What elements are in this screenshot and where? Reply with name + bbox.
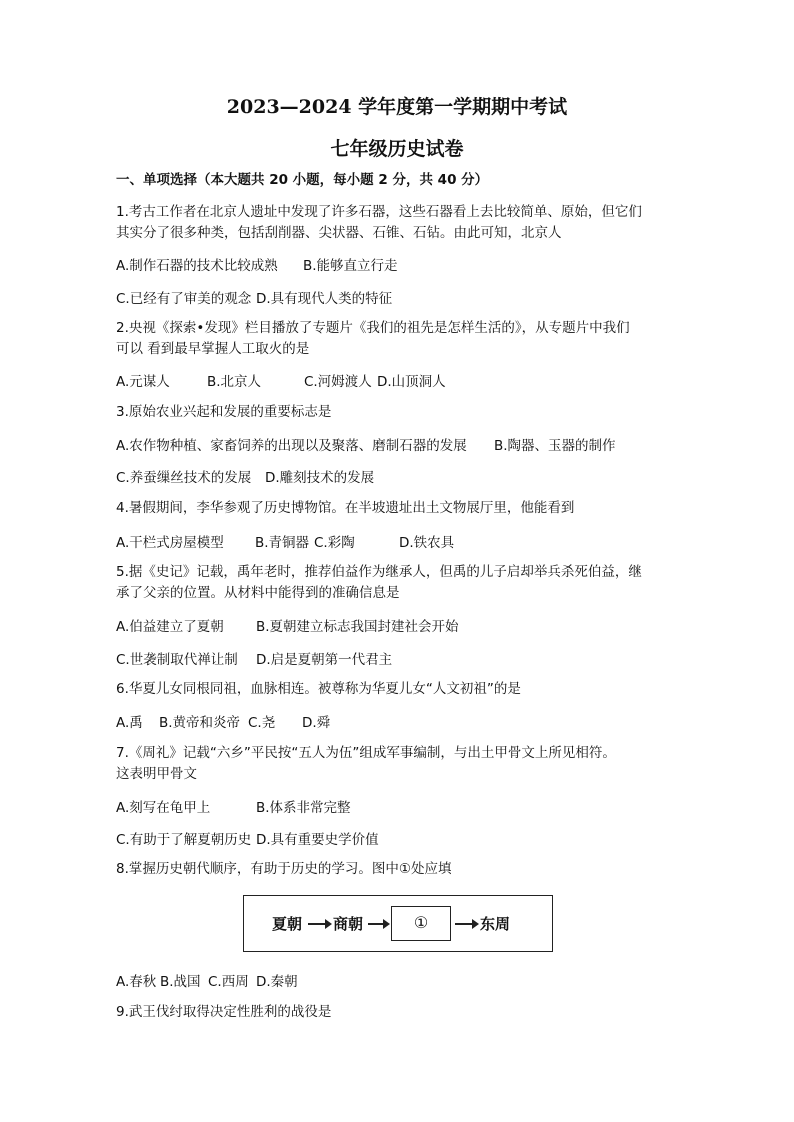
question-5-option-a: A.伯益建立了夏朝 — [116, 619, 224, 635]
question-1-option-d: D.具有现代人类的特征 — [256, 291, 393, 307]
question-8-stem: 8.掌握历史朝代顺序，有助于历史的学习。图中①处应填 — [116, 861, 452, 877]
diagram-node-shang: 商朝 — [333, 915, 364, 933]
question-4-option-d: D.铁农具 — [399, 535, 455, 551]
question-6-option-b: B.黄帝和炎帝 — [159, 715, 241, 731]
question-6-option-c: C.尧 — [248, 715, 276, 731]
question-4-stem: 4.暑假期间，李华参观了历史博物馆。在半坡遗址出土文物展厅里，他能看到 — [116, 500, 575, 516]
question-2-stem-line-1: 2.央视《探索•发现》栏目播放了专题片《我们的祖先是怎样生活的》，从专题片中我们 — [116, 320, 630, 336]
question-1-stem-line-2: 其实分了很多种类，包括刮削器、尖状器、石锥、石钻。由此可知，北京人 — [116, 225, 562, 241]
question-1-option-b: B.能够直立行走 — [303, 258, 398, 274]
question-5-option-c: C.世袭制取代禅让制 — [116, 652, 238, 668]
exam-subtitle: 七年级历史试卷 — [330, 138, 464, 160]
question-8-option-b: B.战国 — [160, 974, 201, 990]
question-3-option-a: A.农作物种植、家畜饲养的出现以及聚落、磨制石器的发展 — [116, 438, 467, 454]
question-5-option-d: D.启是夏朝第一代君主 — [256, 652, 393, 668]
dynasty-sequence-diagram — [243, 895, 553, 952]
question-2-option-d: D.山顶洞人 — [377, 374, 446, 390]
question-8-option-d: D.秦朝 — [256, 974, 298, 990]
question-7-option-c: C.有助于了解夏朝历史 — [116, 832, 252, 848]
exam-title: 2023—2024 学年度第一学期期中考试 — [226, 96, 568, 118]
question-5-stem-line-2: 承了父亲的位置。从材料中能得到的准确信息是 — [116, 585, 400, 601]
question-6-option-d: D.舜 — [302, 715, 331, 731]
question-6-stem: 6.华夏儿女同根同祖，血脉相连。被尊称为华夏儿女“人文初祖”的是 — [116, 681, 521, 697]
question-2-stem-line-2: 可以 看到最早掌握人工取火的是 — [116, 341, 310, 357]
question-3-option-b: B.陶器、玉器的制作 — [494, 438, 616, 454]
question-4-option-c: C.彩陶 — [314, 535, 355, 551]
question-4-option-b: B.青铜器 — [255, 535, 310, 551]
question-7-option-a: A.刻写在龟甲上 — [116, 800, 211, 816]
diagram-blank-box: ① — [391, 906, 451, 941]
diagram-node-xia: 夏朝 — [272, 915, 303, 933]
section-heading: 一、单项选择（本大题共 20 小题，每小题 2 分，共 40 分） — [116, 172, 489, 188]
question-1-stem-line-1: 1.考古工作者在北京人遗址中发现了许多石器，这些石器看上去比较简单、原始，但它们 — [116, 204, 642, 220]
question-3-option-c: C.养蚕缫丝技术的发展 — [116, 470, 252, 486]
question-1-option-c: C.已经有了审美的观念 — [116, 291, 252, 307]
question-3-option-d: D.雕刻技术的发展 — [265, 470, 375, 486]
question-9-stem: 9.武王伐纣取得决定性胜利的战役是 — [116, 1004, 332, 1020]
arrow-right-icon — [308, 923, 326, 925]
arrow-right-icon — [455, 923, 473, 925]
question-8-option-a: A.春秋 — [116, 974, 157, 990]
question-5-stem-line-1: 5.据《史记》记载，禹年老时，推荐伯益作为继承人，但禹的儿子启却举兵杀死伯益，继 — [116, 564, 642, 580]
question-7-stem-line-1: 7.《周礼》记载“六乡”平民按“五人为伍”组成军事编制，与出土甲骨文上所见相符。 — [116, 745, 616, 761]
question-4-option-a: A.干栏式房屋模型 — [116, 535, 224, 551]
question-3-stem: 3.原始农业兴起和发展的重要标志是 — [116, 404, 332, 420]
arrow-right-icon — [368, 923, 384, 925]
question-8-option-c: C.西周 — [208, 974, 249, 990]
question-2-option-c: C.河姆渡人 — [304, 374, 372, 390]
question-7-option-d: D.具有重要史学价值 — [256, 832, 379, 848]
question-2-option-b: B.北京人 — [207, 374, 262, 390]
question-5-option-b: B.夏朝建立标志我国封建社会开始 — [256, 619, 459, 635]
question-7-option-b: B.体系非常完整 — [256, 800, 351, 816]
question-7-stem-line-2: 这表明甲骨文 — [116, 766, 197, 782]
question-2-option-a: A.元谋人 — [116, 374, 170, 390]
question-1-option-a: A.制作石器的技术比较成熟 — [116, 258, 278, 274]
diagram-node-east-zhou: 东周 — [480, 915, 511, 933]
question-6-option-a: A.禹 — [116, 715, 143, 731]
